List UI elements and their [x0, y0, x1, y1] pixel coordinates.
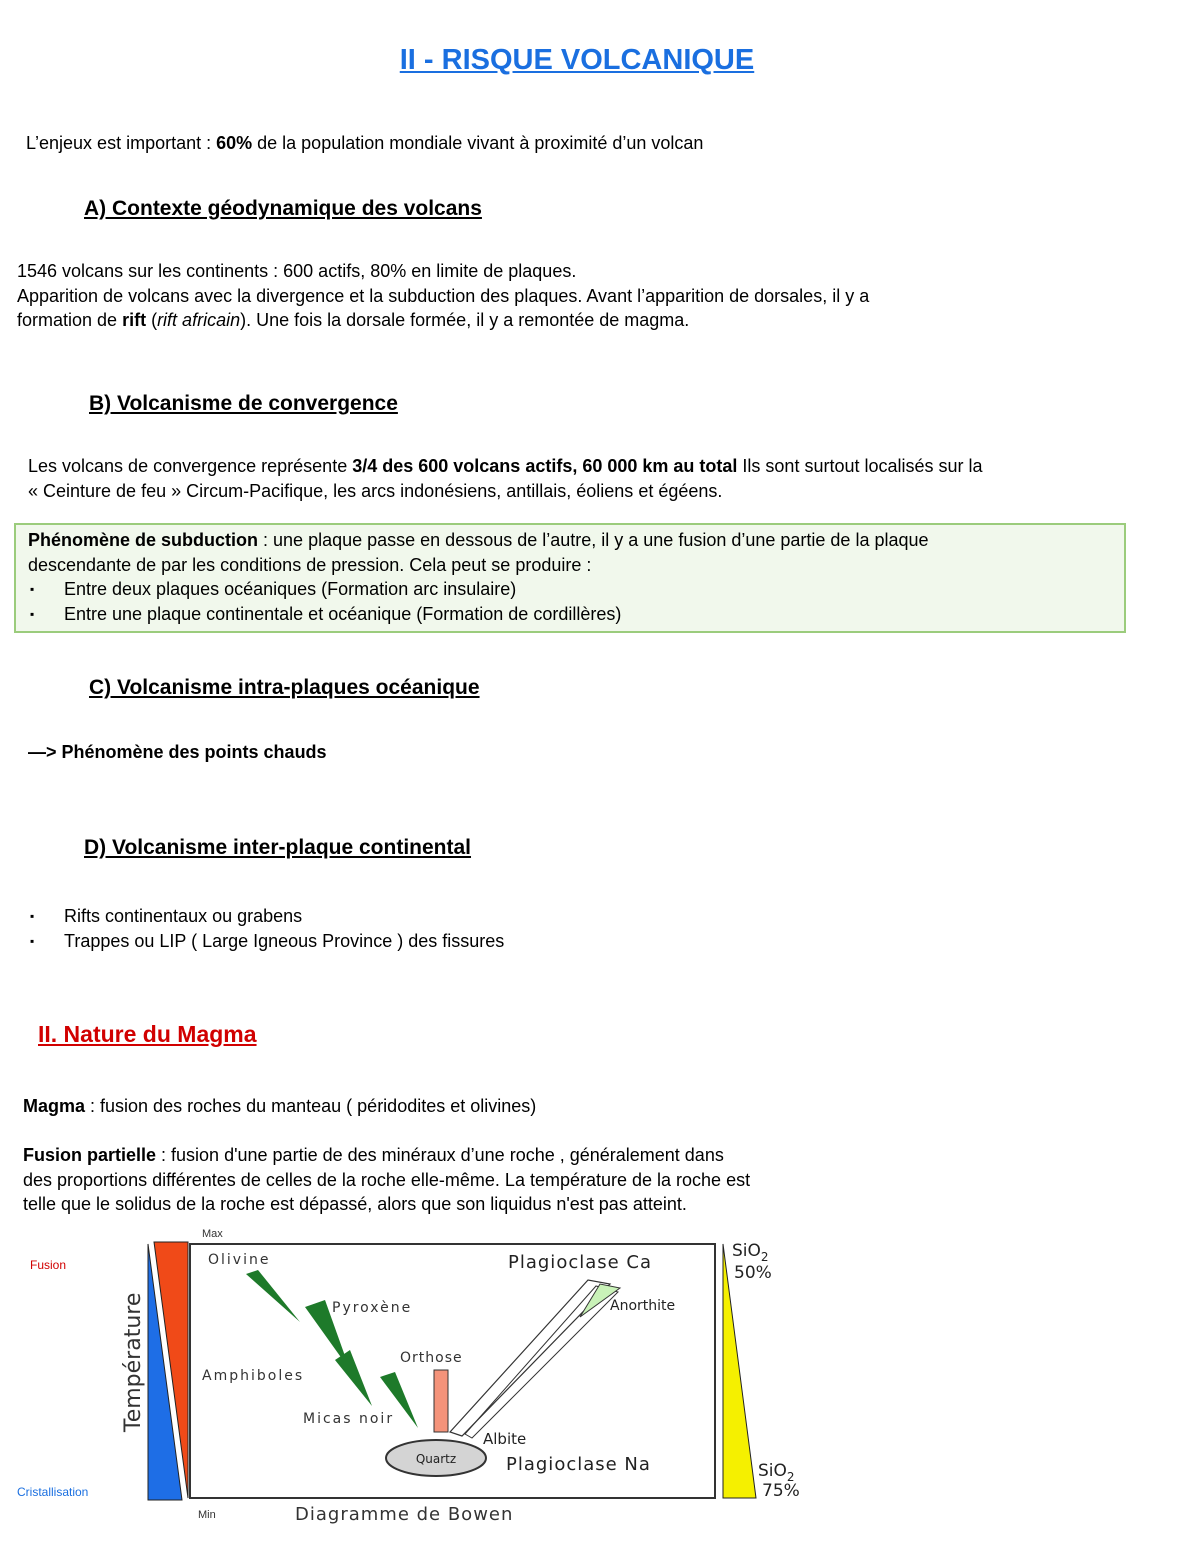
- section-a-line: 1546 volcans sur les continents : 600 actifs, 80% en limite de plaques.: [17, 261, 577, 281]
- section-b-heading: B) Volcanisme de convergence: [89, 392, 398, 415]
- subduction-line: [28, 528, 1123, 553]
- pyroxene-label: Pyroxène: [332, 1300, 413, 1316]
- sio2-bottom-percent: 75%: [762, 1481, 800, 1501]
- sio2-top-percent: 50%: [734, 1263, 772, 1283]
- fusion-partielle-line: telle que le solidus de la roche est dépassé, alors que son liquidus n'est pas atteint.: [23, 1194, 687, 1214]
- micas-label: Micas noir: [303, 1411, 395, 1427]
- intro-bold: 60%: [216, 133, 253, 153]
- arrow-text: —>: [28, 742, 62, 762]
- magma-term: Magma: [23, 1096, 86, 1116]
- list-item: [28, 929, 504, 954]
- cristallisation-label: Cristallisation: [17, 1485, 89, 1499]
- section-c-heading: C) Volcanisme intra-plaques océanique: [89, 676, 480, 699]
- text-run: : fusion d'une partie de des minéraux d’une roche , généralement dans: [156, 1145, 724, 1165]
- list-item: [28, 602, 1123, 627]
- magma-heading: II. Nature du Magma: [38, 1021, 257, 1047]
- text-run: (: [146, 310, 158, 330]
- list-item: [28, 577, 1123, 602]
- fusion-partielle-term: Fusion partielle: [23, 1145, 157, 1165]
- fusion-partielle-line: [23, 1143, 903, 1168]
- amphiboles-label: Amphiboles: [202, 1368, 305, 1384]
- fusion-partielle-line: des proportions différentes de celles de la roche elle-même. La température de la roche est: [23, 1169, 751, 1190]
- list-item-text: Entre une plaque continentale et océanique (Formation de cordillères): [64, 603, 622, 624]
- hot-spots-line: [28, 740, 327, 765]
- text-run: ). Une fois la dorsale formée, il y a remontée de magma.: [240, 310, 690, 330]
- fusion-label: Fusion: [30, 1258, 67, 1272]
- section-d-heading: D) Volcanisme inter-plaque continental: [84, 836, 472, 859]
- section-b-bold: 3/4 des 600 volcans actifs, 60 000 km au total: [352, 456, 738, 476]
- text-run: Ils sont surtout localisés sur la: [737, 456, 983, 476]
- orthose-label: Orthose: [400, 1350, 463, 1366]
- section-b-line: « Ceinture de feu » Circum-Pacifique, les arcs indonésiens, antillais, éoliens et égéens.: [28, 480, 723, 501]
- magma-definitions: [23, 1094, 903, 1217]
- bullet-icon: ▪: [30, 582, 35, 596]
- sio2-bottom-label: SiO$_2$: [758, 1461, 795, 1484]
- text-run: Les volcans de convergence représente: [28, 456, 353, 476]
- anorthite-label: Anorthite: [610, 1298, 676, 1314]
- bowen-diagram: [110, 1222, 830, 1532]
- magma-def-line: [23, 1094, 903, 1119]
- quartz-label: Quartz: [415, 1452, 457, 1466]
- list-item-text: Entre deux plaques océaniques (Formation arc insulaire): [64, 579, 517, 599]
- bullet-icon: ▪: [30, 933, 35, 948]
- section-b-line: [28, 454, 983, 479]
- rift-bold: rift: [122, 310, 147, 330]
- subduction-box-content: [28, 528, 1123, 626]
- bullet-icon: ▪: [30, 606, 35, 621]
- diagram-title: Diagramme de Bowen: [295, 1504, 514, 1525]
- section-a-paragraph: [17, 259, 869, 333]
- section-a-line: Apparition de volcans avec la divergence et la subduction des plaques. Avant l’apparition de dorsales, il y a: [17, 285, 870, 306]
- list-item-text: Rifts continentaux ou grabens: [64, 906, 303, 926]
- min-label: Min: [198, 1509, 216, 1521]
- albite-label: Albite: [483, 1430, 527, 1448]
- subduction-line: descendante de par les conditions de pression. Cela peut se produire :: [28, 554, 592, 575]
- section-a-heading: A) Contexte géodynamique des volcans: [84, 197, 482, 220]
- list-item: [28, 904, 504, 929]
- intro-line: [26, 131, 703, 156]
- sio2-top-label: SiO$_2$: [732, 1241, 769, 1264]
- text-run: : une plaque passe en dessous de l’autre, il y a une fusion d’une partie de la plaque: [258, 530, 929, 550]
- text-run: : fusion des roches du manteau ( péridodites et olivines): [85, 1096, 537, 1116]
- subduction-term: Phénomène de subduction: [28, 530, 259, 550]
- bullet-icon: ▪: [30, 909, 35, 923]
- section-a-line: [17, 308, 869, 333]
- orthose-mark: [434, 1370, 448, 1432]
- intro-text: L’enjeux est important :: [26, 133, 217, 153]
- hot-spots-text: Phénomène des points chauds: [61, 742, 327, 762]
- text-run: formation de: [17, 310, 123, 330]
- rift-africain-italic: rift africain: [157, 310, 241, 330]
- olivine-label: Olivine: [208, 1252, 271, 1268]
- temperature-axis-label: Température: [121, 1292, 146, 1432]
- intro-text-end: de la population mondiale vivant à proximité d’un volcan: [252, 133, 704, 153]
- max-label: Max: [202, 1228, 223, 1240]
- plagioclase-ca-label: Plagioclase Ca: [508, 1252, 653, 1273]
- page-title: II - RISQUE VOLCANIQUE: [399, 44, 755, 76]
- section-d-list: [28, 904, 504, 953]
- list-item-text: Trappes ou LIP ( Large Igneous Province ) des fissures: [64, 930, 505, 951]
- plagioclase-na-label: Plagioclase Na: [506, 1454, 651, 1475]
- section-b-paragraph: [28, 454, 983, 503]
